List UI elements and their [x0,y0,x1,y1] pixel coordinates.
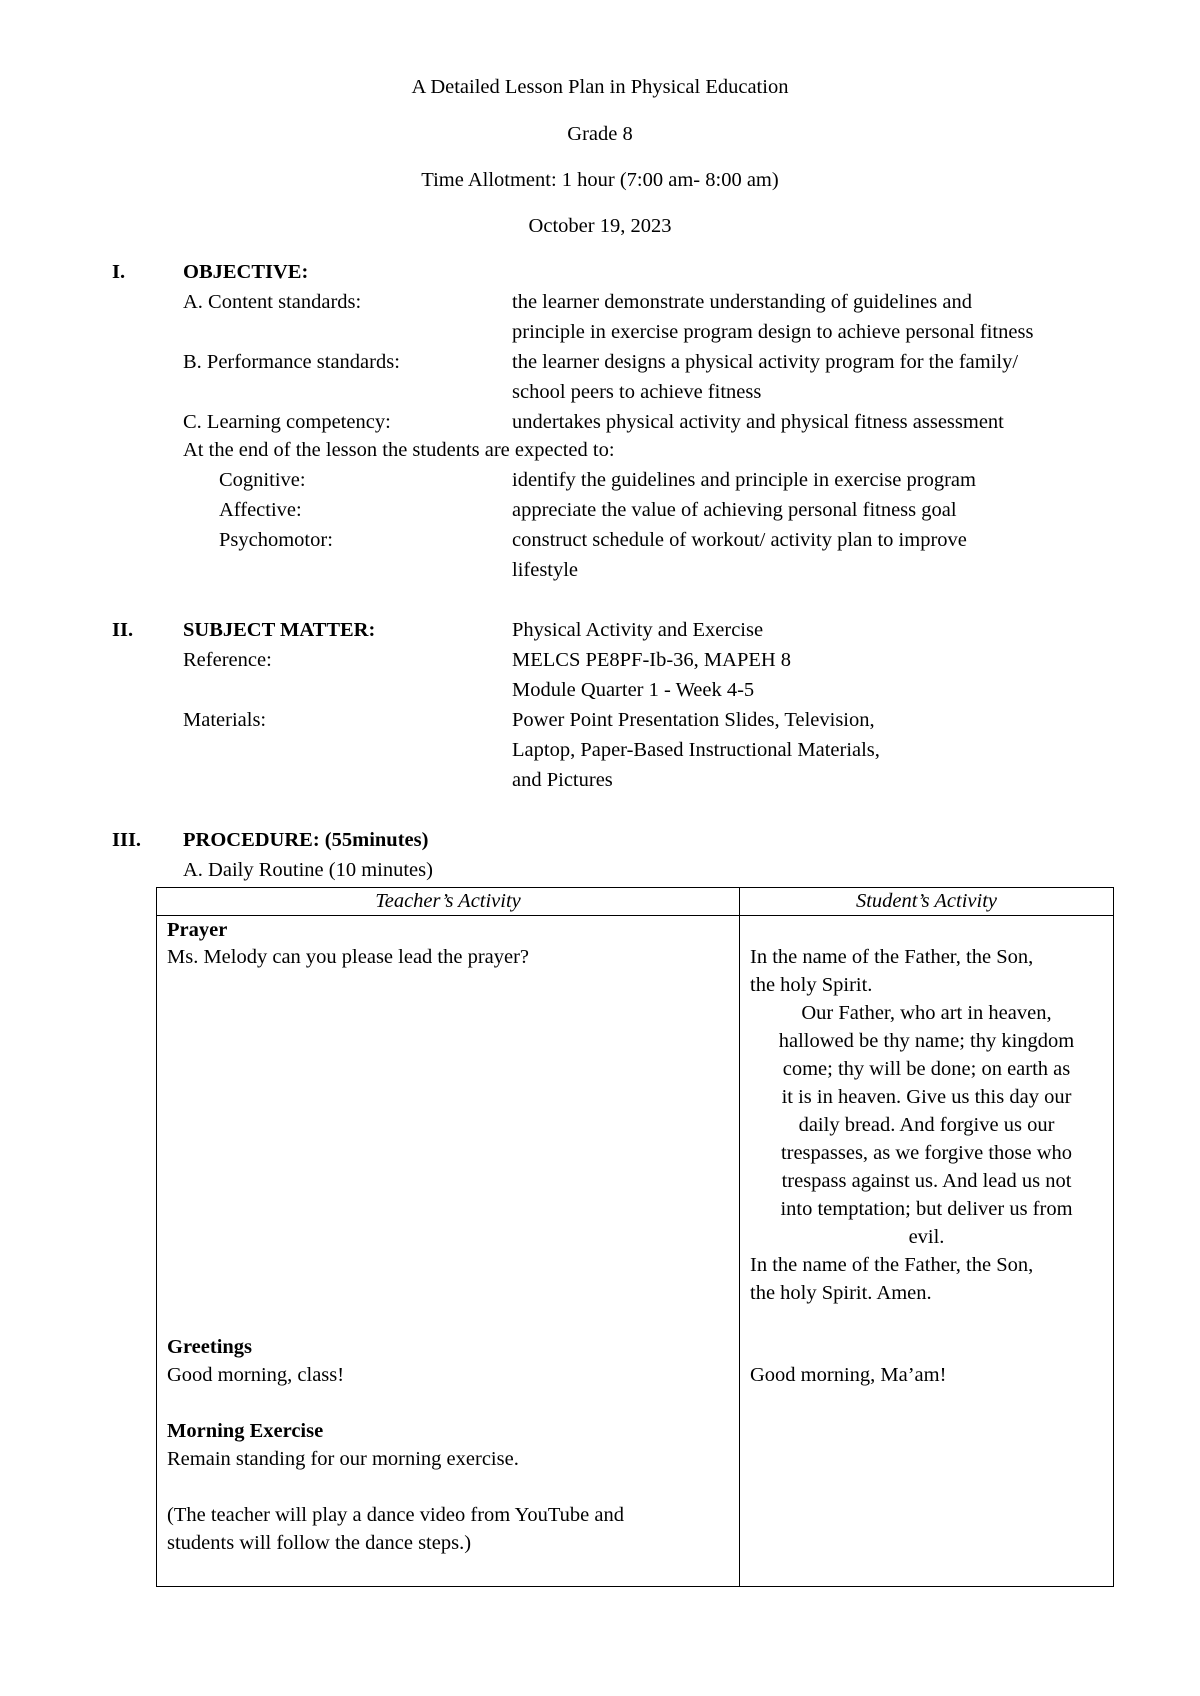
teacher-activity-header: Teacher’s Activity [157,888,740,916]
subject-topic: Physical Activity and Exercise [512,619,764,641]
teacher-activity-cell [157,916,740,1587]
prayer-body-line: trespasses, as we forgive those who [780,1142,1073,1164]
table-header-row [157,888,1114,916]
grade-line: Grade 8 [567,123,633,145]
prayer-close-line-2: the holy Spirit. Amen. [750,1282,932,1304]
content-standards-line-1: the learner demonstrate understanding of guidelines and [512,291,972,313]
prayer-body-line: come; thy will be done; on earth as [782,1058,1071,1080]
psychomotor-line-1: construct schedule of workout/ activity plan to improve [512,529,967,551]
exercise-note-line-1: (The teacher will play a dance video from YouTube and [167,1504,624,1526]
daily-routine-label: A. Daily Routine (10 minutes) [183,859,433,881]
prayer-close-line-1: In the name of the Father, the Son, [750,1254,1034,1276]
content-standards-line-2: principle in exercise program design to achieve personal fitness [512,321,1034,343]
prayer-body-line: hallowed be thy name; thy kingdom [778,1030,1075,1052]
subject-matter-heading: SUBJECT MATTER: [183,619,376,641]
reference-line-1: MELCS PE8PF-Ib-36, MAPEH 8 [512,649,792,671]
objectives-intro: At the end of the lesson the students are expected to: [183,439,615,461]
affective-label: Affective: [219,499,302,521]
exercise-note-line-2: students will follow the dance steps.) [167,1532,472,1554]
prayer-open-line-2: the holy Spirit. [750,974,873,996]
materials-line-3: and Pictures [512,769,613,791]
cognitive-label: Cognitive: [219,469,306,491]
prayer-body-line: trespass against us. And lead us not [781,1170,1072,1192]
prayer-open-line-1: In the name of the Father, the Son, [750,946,1034,968]
materials-line-1: Power Point Presentation Slides, Television, [512,709,875,731]
table-row [157,916,1114,1587]
prayer-teacher-text: Ms. Melody can you please lead the prayer? [167,946,530,968]
learning-competency-line-1: undertakes physical activity and physical fitness assessment [512,411,1004,433]
prayer-body-line: into temptation; but deliver us from [780,1198,1073,1220]
content-standards-label: A. Content standards: [183,291,362,313]
time-allotment: Time Allotment: 1 hour (7:00 am- 8:00 am) [421,169,779,191]
section-numeral-3: III. [112,829,142,851]
psychomotor-label: Psychomotor: [219,529,333,551]
section-numeral-1: I. [112,261,126,283]
prayer-body-line: daily bread. And forgive us our [798,1114,1055,1136]
materials-line-2: Laptop, Paper-Based Instructional Materials, [512,739,880,761]
performance-standards-line-2: school peers to achieve fitness [512,381,762,403]
lesson-date: October 19, 2023 [528,215,672,237]
materials-label: Materials: [183,709,267,731]
greetings-heading: Greetings [167,1336,253,1358]
performance-standards-line-1: the learner designs a physical activity program for the family/ [512,351,1019,373]
reference-label: Reference: [183,649,272,671]
section-numeral-2: II. [112,619,134,641]
student-activity-cell [740,916,1114,1587]
student-activity-header: Student’s Activity [740,888,1114,916]
affective-text: appreciate the value of achieving personal fitness goal [512,499,957,521]
greetings-teacher-text: Good morning, class! [167,1364,345,1386]
daily-routine-table [156,887,1114,1587]
prayer-body-line: evil. [908,1226,945,1248]
objective-heading: OBJECTIVE: [183,261,309,283]
prayer-body-line: Our Father, who art in heaven, [801,1002,1052,1024]
prayer-body-line: it is in heaven. Give us this day our [781,1086,1072,1108]
psychomotor-line-2: lifestyle [512,559,579,581]
cognitive-text: identify the guidelines and principle in exercise program [512,469,976,491]
reference-line-2: Module Quarter 1 - Week 4-5 [512,679,755,701]
exercise-heading: Morning Exercise [167,1420,324,1442]
performance-standards-label: B. Performance standards: [183,351,400,373]
procedure-heading: PROCEDURE: (55minutes) [183,829,429,851]
prayer-heading: Prayer [167,919,228,941]
exercise-teacher-text: Remain standing for our morning exercise. [167,1448,519,1470]
greetings-student-text: Good morning, Ma’am! [750,1364,947,1386]
document-title: A Detailed Lesson Plan in Physical Education [411,76,789,98]
learning-competency-label: C. Learning competency: [183,411,391,433]
